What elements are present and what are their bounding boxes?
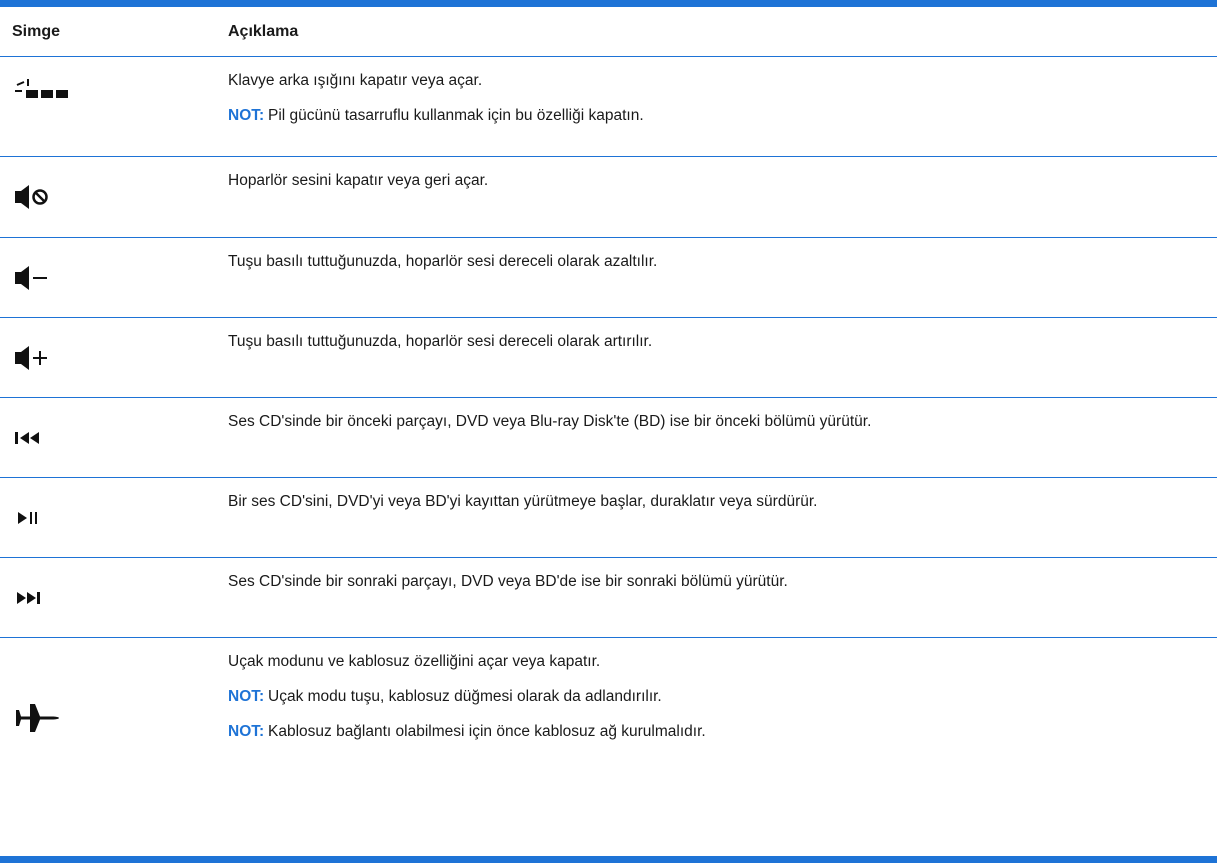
row-description: Ses CD'sinde bir önceki parçayı, DVD veya Blu-ray Disk'te (BD) ise bir önceki bölümü yürütür. (228, 413, 872, 430)
note-text: Pil gücünü tasarruflu kullanmak için bu özelliği kapatın. (268, 107, 644, 124)
table-row (0, 398, 1217, 478)
note (228, 722, 1217, 742)
volume-down-icon (0, 238, 228, 317)
note-label: NOT: (228, 723, 265, 740)
header-description: Açıklama (228, 22, 299, 40)
previous-track-icon (0, 398, 228, 477)
row-description: Ses CD'sinde bir sonraki parçayı, DVD veya BD'de ise bir sonraki bölümü yürütür. (228, 573, 788, 590)
note-label: NOT: (228, 688, 265, 705)
note-label: NOT: (228, 107, 265, 124)
next-track-icon (0, 558, 228, 637)
airplane-mode-icon (0, 638, 228, 798)
row-description: Hoparlör sesini kapatır veya geri açar. (228, 172, 489, 189)
row-description: Uçak modunu ve kablosuz özelliğini açar veya kapatır. (228, 653, 601, 670)
table-row (0, 638, 1217, 798)
table-row (0, 318, 1217, 398)
note-text: Kablosuz bağlantı olabilmesi için önce kablosuz ağ kurulmalıdır. (268, 723, 706, 740)
table-row (0, 238, 1217, 318)
note (228, 687, 1217, 707)
note-text: Uçak modu tuşu, kablosuz düğmesi olarak da adlandırılır. (268, 688, 662, 705)
note (228, 106, 1217, 126)
volume-up-icon (0, 318, 228, 397)
header-symbol: Simge (12, 22, 61, 40)
play-pause-icon (0, 478, 228, 557)
row-description: Bir ses CD'sini, DVD'yi veya BD'yi kayıttan yürütmeye başlar, duraklatır veya sürdürür. (228, 493, 818, 510)
table-header (0, 7, 1217, 57)
speaker-mute-icon (0, 157, 228, 237)
row-description: Tuşu basılı tuttuğunuzda, hoparlör sesi dereceli olarak artırılır. (228, 333, 653, 350)
keyboard-backlight-icon (0, 57, 228, 156)
table-row (0, 157, 1217, 238)
table-row (0, 57, 1217, 157)
table-row (0, 478, 1217, 558)
row-description: Tuşu basılı tuttuğunuzda, hoparlör sesi dereceli olarak azaltılır. (228, 253, 658, 270)
table-row (0, 558, 1217, 638)
row-description: Klavye arka ışığını kapatır veya açar. (228, 72, 483, 89)
